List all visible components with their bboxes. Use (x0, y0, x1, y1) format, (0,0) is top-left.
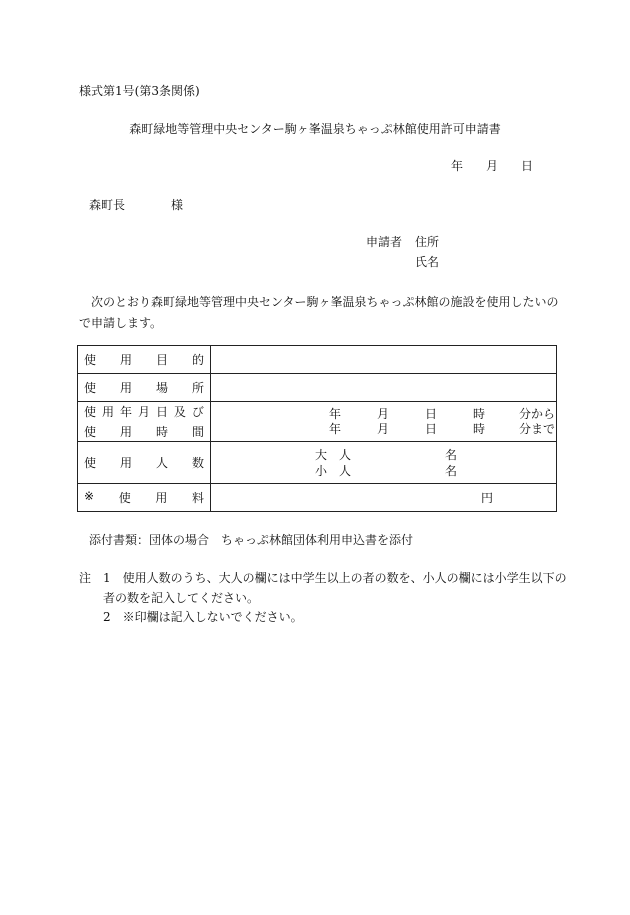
label-char: 所 (191, 381, 204, 395)
applicant-address-label: 住所 (415, 235, 440, 249)
body-text: 次のとおり森町緑地等管理中央センター駒ヶ峯温泉ちゃっぷ林館の施設を使用したいので申請します。 (79, 295, 559, 330)
label-char: 時 (155, 425, 168, 439)
adult-unit: 名 (445, 448, 458, 462)
label-char: 的 (191, 353, 204, 367)
label-place (78, 374, 211, 402)
notes-label: 注 (79, 571, 92, 585)
start-minute: 分から (519, 407, 556, 421)
date-year: 年 (451, 159, 464, 173)
label-char: び (191, 405, 204, 419)
label-char: 人 (155, 456, 168, 470)
label-char: 用 (155, 491, 168, 505)
form-number: 様式第1号(第3条関係) (79, 84, 200, 98)
start-hour: 時 (473, 407, 486, 421)
note-2: 2 ※印欄は記入しないでください。 (103, 610, 303, 624)
label-char: 年 (119, 405, 132, 419)
note-1-continued: 者の数を記入してください。 (103, 591, 260, 605)
child-label: 小 人 (315, 464, 352, 478)
label-char: 使 (84, 456, 97, 470)
label-char: 数 (191, 456, 204, 470)
fee-field[interactable] (211, 484, 557, 512)
end-year: 年 (329, 422, 342, 436)
label-char: 使 (84, 405, 97, 419)
label-purpose (78, 346, 211, 374)
addressee-name: 森町長 (89, 198, 126, 212)
row-fee (78, 484, 557, 512)
date-month: 月 (486, 159, 499, 173)
label-char: 及 (173, 405, 186, 419)
purpose-field[interactable] (211, 346, 557, 374)
applicant-name-label: 氏名 (415, 255, 440, 269)
people-field[interactable] (211, 442, 557, 484)
row-purpose (78, 346, 557, 374)
addressee-honorific: 様 (171, 198, 184, 212)
place-field[interactable] (211, 374, 557, 402)
page-title: 森町緑地等管理中央センター駒ヶ峯温泉ちゃっぷ林館使用許可申請書 (129, 122, 501, 136)
label-datetime (78, 402, 211, 442)
adult-label: 大 人 (315, 448, 352, 462)
label-fee (78, 484, 211, 512)
row-place (78, 374, 557, 402)
label-char: 月 (137, 405, 150, 419)
note-1: 1 使用人数のうち、大人の欄には中学生以上の者の数を、小人の欄には小学生以下の (103, 571, 567, 585)
label-char: 日 (155, 405, 168, 419)
applicant-label: 申請者 (366, 235, 403, 249)
label-char: 使 (84, 425, 97, 439)
end-hour: 時 (473, 422, 486, 436)
fee-unit: 円 (481, 491, 494, 505)
label-char: 用 (101, 405, 114, 419)
label-char: 使 (84, 381, 97, 395)
end-day: 日 (425, 422, 438, 436)
end-minute: 分まで (519, 422, 556, 436)
row-datetime (78, 402, 557, 442)
datetime-field[interactable] (211, 402, 557, 442)
start-day: 日 (425, 407, 438, 421)
label-char: 使 (84, 353, 97, 367)
label-char: 用 (119, 353, 132, 367)
end-month: 月 (377, 422, 390, 436)
date-day: 日 (521, 159, 534, 173)
row-people (78, 442, 557, 484)
start-year: 年 (329, 407, 342, 421)
label-char: 使 (118, 491, 131, 505)
label-char: 目 (155, 353, 168, 367)
label-char: 用 (119, 425, 132, 439)
label-char: 間 (191, 425, 204, 439)
label-char: 用 (119, 381, 132, 395)
application-table (77, 345, 557, 512)
label-char: 用 (119, 456, 132, 470)
attachment-note: 添付書類：団体の場合 ちゃっぷ林館団体利用申込書を添付 (89, 533, 414, 547)
child-unit: 名 (445, 464, 458, 478)
label-char: ※ (84, 489, 95, 503)
start-month: 月 (377, 407, 390, 421)
label-people (78, 442, 211, 484)
label-char: 料 (191, 491, 204, 505)
label-char: 場 (155, 381, 168, 395)
